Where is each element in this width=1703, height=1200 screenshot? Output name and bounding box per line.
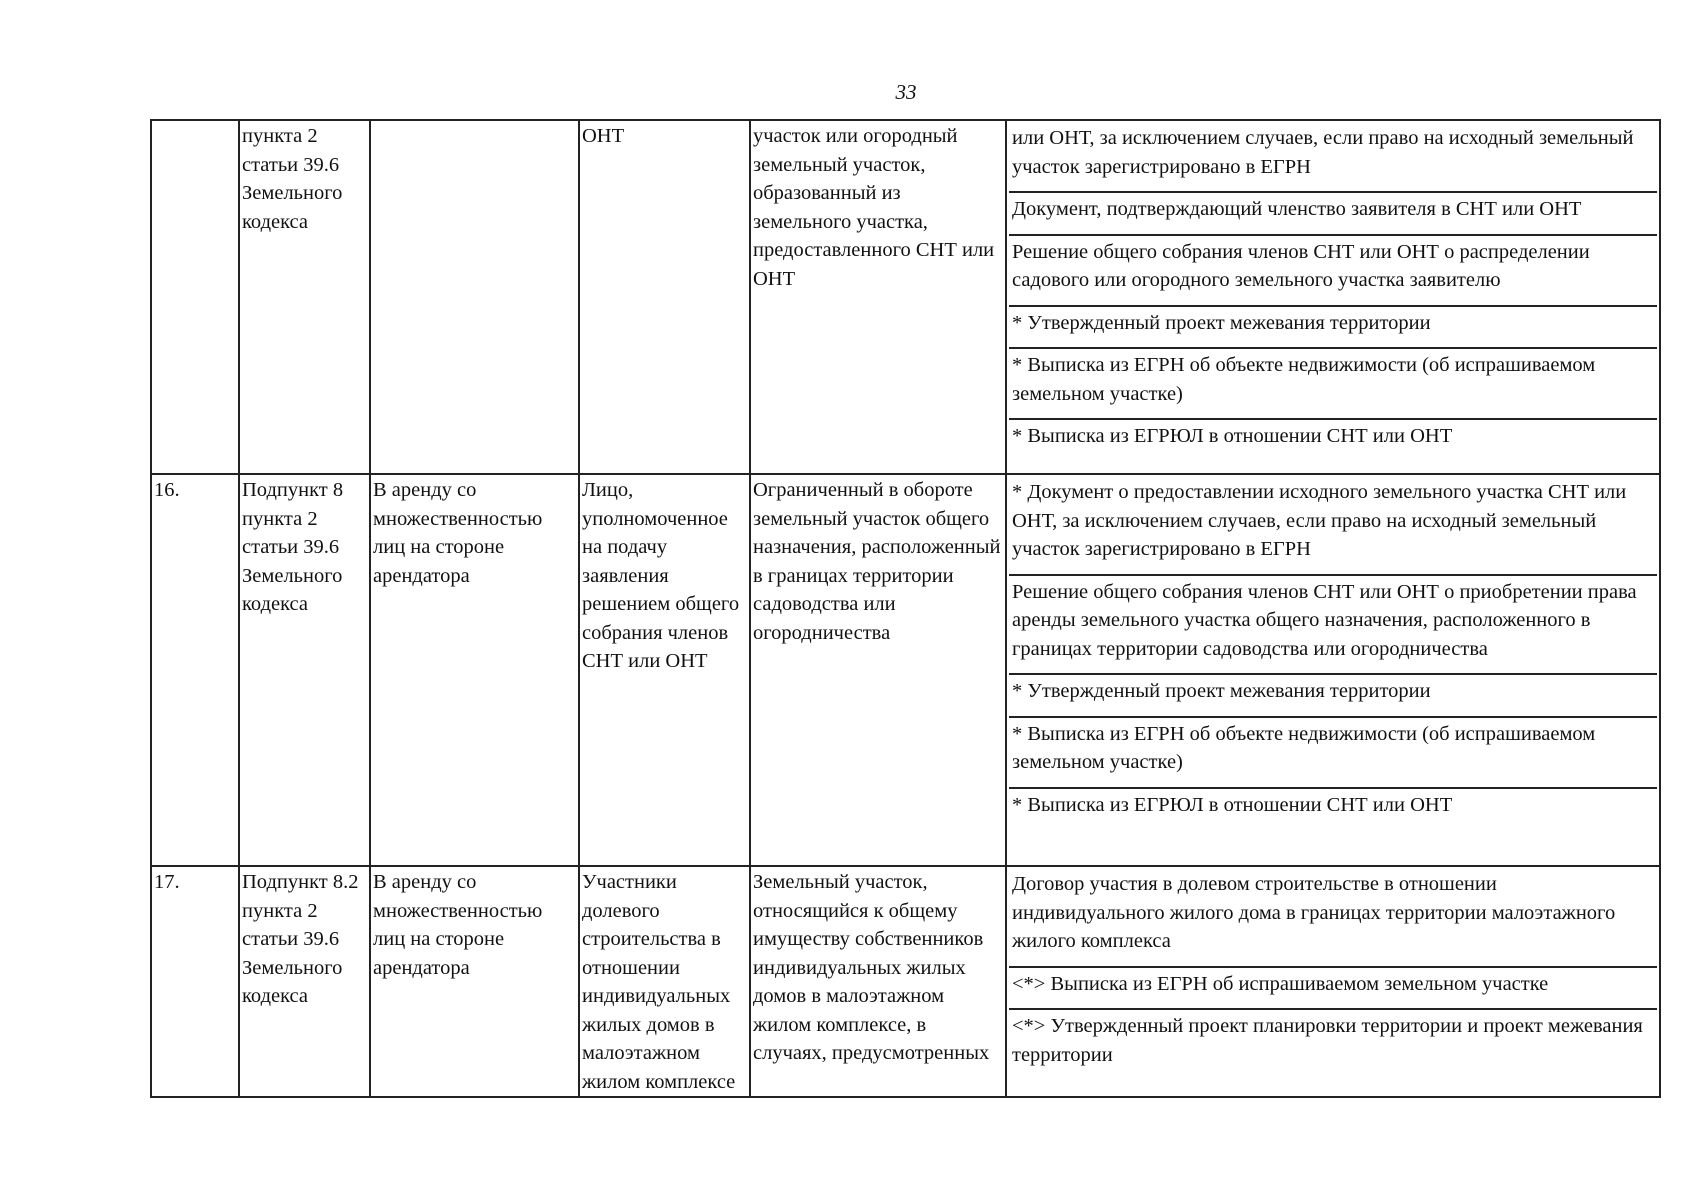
document-item: * Утвержденный проект межевания территории <box>1009 675 1657 718</box>
required-documents <box>1006 474 1660 866</box>
required-documents <box>1006 866 1660 1097</box>
required-documents <box>1006 120 1660 474</box>
applicant: Участники долевого строительства в отношении индивидуальных жилых домов в малоэтажном жилом комплексе <box>579 866 750 1097</box>
legal-basis: Подпункт 8.2 пункта 2 статьи 39.6 Земельного кодекса <box>239 866 370 1097</box>
row-number: 16. <box>151 474 239 866</box>
row-number <box>151 120 239 474</box>
documents-table <box>150 119 1661 1098</box>
document-item: Договор участия в долевом строительстве в отношении индивидуального жилого дома в границах территории малоэтажного жилого комплекса <box>1009 868 1657 968</box>
document-item: * Выписка из ЕГРН об объекте недвижимости (об испрашиваемом земельном участке) <box>1009 718 1657 789</box>
applicant: ОНТ <box>579 120 750 474</box>
land-plot: участок или огородный земельный участок, образованный из земельного участка, предоставленного СНТ или ОНТ <box>750 120 1006 474</box>
document-item: Решение общего собрания членов СНТ или ОНТ о приобретении права аренды земельного участка общего назначения, расположенного в границах территории садоводства или огородничества <box>1009 576 1657 676</box>
table-row <box>151 866 1660 1097</box>
page-number: 33 <box>895 80 917 104</box>
applicant: Лицо, уполномоченное на подачу заявления решением общего собрания членов СНТ или ОНТ <box>579 474 750 866</box>
row-number: 17. <box>151 866 239 1097</box>
document-item: Документ, подтверждающий членство заявителя в СНТ или ОНТ <box>1009 193 1657 236</box>
right-type <box>370 120 579 474</box>
table-row <box>151 120 1660 474</box>
land-plot: Ограниченный в обороте земельный участок общего назначения, расположенный в границах территории садоводства или огородничества <box>750 474 1006 866</box>
document-item: * Выписка из ЕГРЮЛ в отношении СНТ или ОНТ <box>1012 425 1453 447</box>
legal-basis: пункта 2 статьи 39.6 Земельного кодекса <box>239 120 370 474</box>
table-row <box>151 474 1660 866</box>
document-item: * Утвержденный проект межевания территории <box>1009 307 1657 350</box>
right-type: В аренду со множественностью лиц на стороне арендатора <box>370 474 579 866</box>
land-plot: Земельный участок, относящийся к общему имуществу собственников индивидуальных жилых домов в малоэтажном жилом комплексе, в случаях, предусмотренных <box>750 866 1006 1097</box>
legal-basis: Подпункт 8 пункта 2 статьи 39.6 Земельного кодекса <box>239 474 370 866</box>
document-item: Решение общего собрания членов СНТ или ОНТ о распределении садового или огородного земельного участка заявителю <box>1009 236 1657 307</box>
right-type: В аренду со множественностью лиц на стороне арендатора <box>370 866 579 1097</box>
document-item: <*> Выписка из ЕГРН об испрашиваемом земельном участке <box>1009 968 1657 1011</box>
document-item: <*> Утвержденный проект планировки территории и проект межевания территории <box>1012 1015 1643 1066</box>
document-item: * Выписка из ЕГРН об объекте недвижимости (об испрашиваемом земельном участке) <box>1009 349 1657 420</box>
document-item: или ОНТ, за исключением случаев, если право на исходный земельный участок зарегистрировано в ЕГРН <box>1009 122 1657 193</box>
document-item: * Выписка из ЕГРЮЛ в отношении СНТ или ОНТ <box>1012 793 1453 816</box>
document-item: * Документ о предоставлении исходного земельного участка СНТ или ОНТ, за исключением случаев, если право на исходный земельный участок зарегистрировано в ЕГРН <box>1009 476 1657 576</box>
